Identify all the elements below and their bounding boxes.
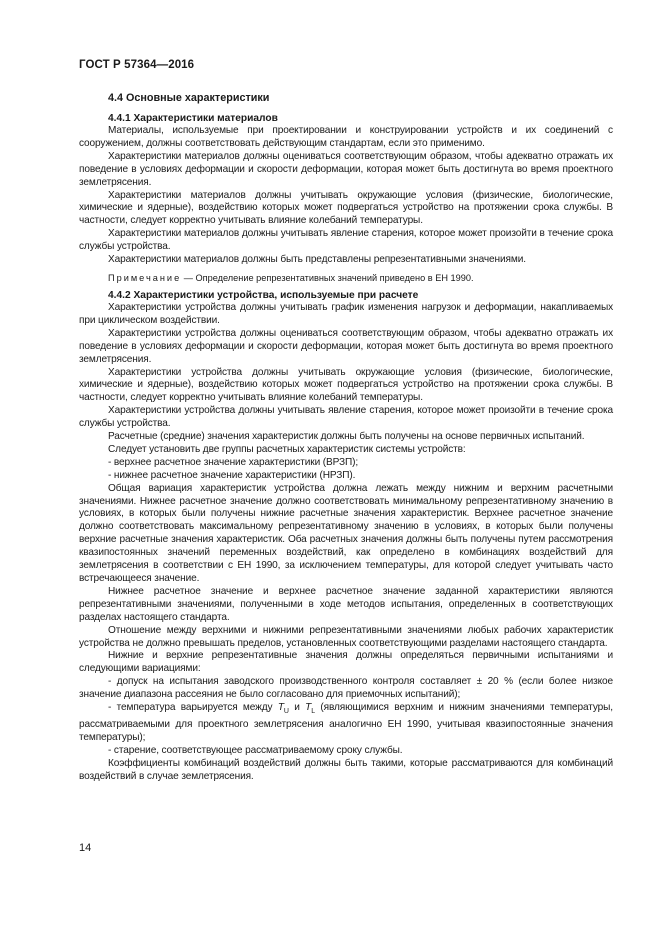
paragraph: Характеристики устройства должны учитывать график изменения нагрузок и деформации, накапливаемых при циклическом воздействии. bbox=[79, 301, 613, 326]
subsection-title-device: 4.4.2 Характеристики устройства, используемые при расчете bbox=[108, 289, 419, 301]
temperature-symbol: T bbox=[305, 702, 312, 714]
paragraph: Следует установить две группы расчетных характеристик системы устройств: bbox=[108, 443, 466, 455]
paragraph: Характеристики устройства должны оцениваться соответствующим образом, чтобы адекватно отражать их поведение в условиях деформации и скорости деформации, которая может быть достигнута во время проектного землетрясения. bbox=[79, 327, 613, 365]
note-label: Примечание bbox=[108, 272, 182, 283]
list-item: - температура варьируется между $T_U$ и $T_L$ (являющимися верхним и нижним значениями температуры, рассматриваемыми для проектного землетрясения аналогично ЕН 1990, учитывая квазипостоянные значения температуры); bbox=[79, 702, 613, 743]
paragraph: Общая вариация характеристик устройства должна лежать между нижним и верхним расчетными значениями. Нижнее расчетное значение должно соответствовать минимальному репрезентативному значению в условиях, в которых были получены нижние расчетные значения характеристик. Верхнее расчетное значение должно соответствовать максимальному репрезентативному значению в условиях, в которых были получены верхние расчетные значения характеристик. Оба расчетных значения должны быть получены путем рассмотрения квазипостоянных значений переменных воздействий, как определено в комбинациях воздействий для землетрясения в соответствии с ЕН 1990, за исключением температуры, для которой следует учитывать часто встречающееся значение. bbox=[79, 482, 613, 584]
paragraph: Нижнее расчетное значение и верхнее расчетное значение заданной характеристики являются репрезентативными значениями, полученными в ходе методов испытания, определенных в соответствующих разделах настоящего стандарта. bbox=[79, 585, 613, 623]
paragraph: Нижние и верхние репрезентативные значения должны определяться первичными испытаниями и следующими вариациями: bbox=[79, 650, 613, 675]
paragraph: Характеристики материалов должны учитывать окружающие условия (физические, биологические, химические и ядерные), воздействию которых может подвергаться устройство на протяжении срока службы. В частности, следует корректно учитывать влияние колебаний температуры. bbox=[79, 189, 613, 227]
subsection-title-materials: 4.4.1 Характеристики материалов bbox=[108, 113, 278, 124]
paragraph: Расчетные (средние) значения характеристик должны быть получены на основе первичных испытаний. bbox=[108, 431, 585, 443]
paragraph: Коэффициенты комбинаций воздействий должны быть такими, которые рассматриваются для комбинаций воздействий в случае землетрясения. bbox=[79, 757, 613, 782]
list-item: - нижнее расчетное значение характеристики (НРЗП). bbox=[108, 469, 356, 481]
document-header: ГОСТ Р 57364—2016 bbox=[79, 59, 195, 71]
paragraph: Характеристики материалов должны учитывать явление старения, которое может произойти в течение срока службы устройства. bbox=[79, 228, 613, 253]
note-text: — Определение репрезентативных значений приведено в ЕН 1990. bbox=[181, 272, 474, 283]
page-number: 14 bbox=[79, 842, 92, 854]
section-title: 4.4 Основные характеристики bbox=[108, 92, 270, 104]
note bbox=[79, 272, 613, 284]
page-content bbox=[79, 91, 613, 784]
list-item: - верхнее расчетное значение характеристики (ВРЗП); bbox=[108, 456, 359, 468]
temperature-symbol: T bbox=[277, 702, 284, 714]
list-item: - старение, соответствующее рассматриваемому сроку службы. bbox=[108, 744, 403, 756]
paragraph: Характеристики устройства должны учитывать окружающие условия (физические, биологические, химические и ядерные), воздействию которых может подвергаться устройство на протяжении срока службы. В частности, следует корректно учитывать влияние колебаний температуры. bbox=[79, 366, 613, 404]
paragraph: Характеристики устройства должны учитывать явление старения, которое может произойти в течение срока службы устройства. bbox=[79, 405, 613, 430]
paragraph: Характеристики материалов должны быть представлены репрезентативными значениями. bbox=[108, 254, 526, 266]
paragraph: Материалы, используемые при проектировании и конструировании устройств и их соединений с сооружением, должны соответствовать действующим стандартам, если это применимо. bbox=[79, 125, 613, 149]
paragraph: Отношение между верхними и нижними репрезентативными значениями любых рабочих характеристик устройства не должно превышать пределов, установленных соответствующими разделами настоящего стандарта. bbox=[79, 624, 613, 649]
paragraph: Характеристики материалов должны оцениваться соответствующим образом, чтобы адекватно отражать их поведение в условиях деформации и скорости деформации, которая может быть достигнута во время проектного землетрясения. bbox=[79, 150, 613, 188]
list-item: - допуск на испытания заводского производственного контроля составляет ± 20 % (если более низкое значение диапазона рассеяния не было согласовано для приемочных испытаний); bbox=[79, 676, 613, 701]
